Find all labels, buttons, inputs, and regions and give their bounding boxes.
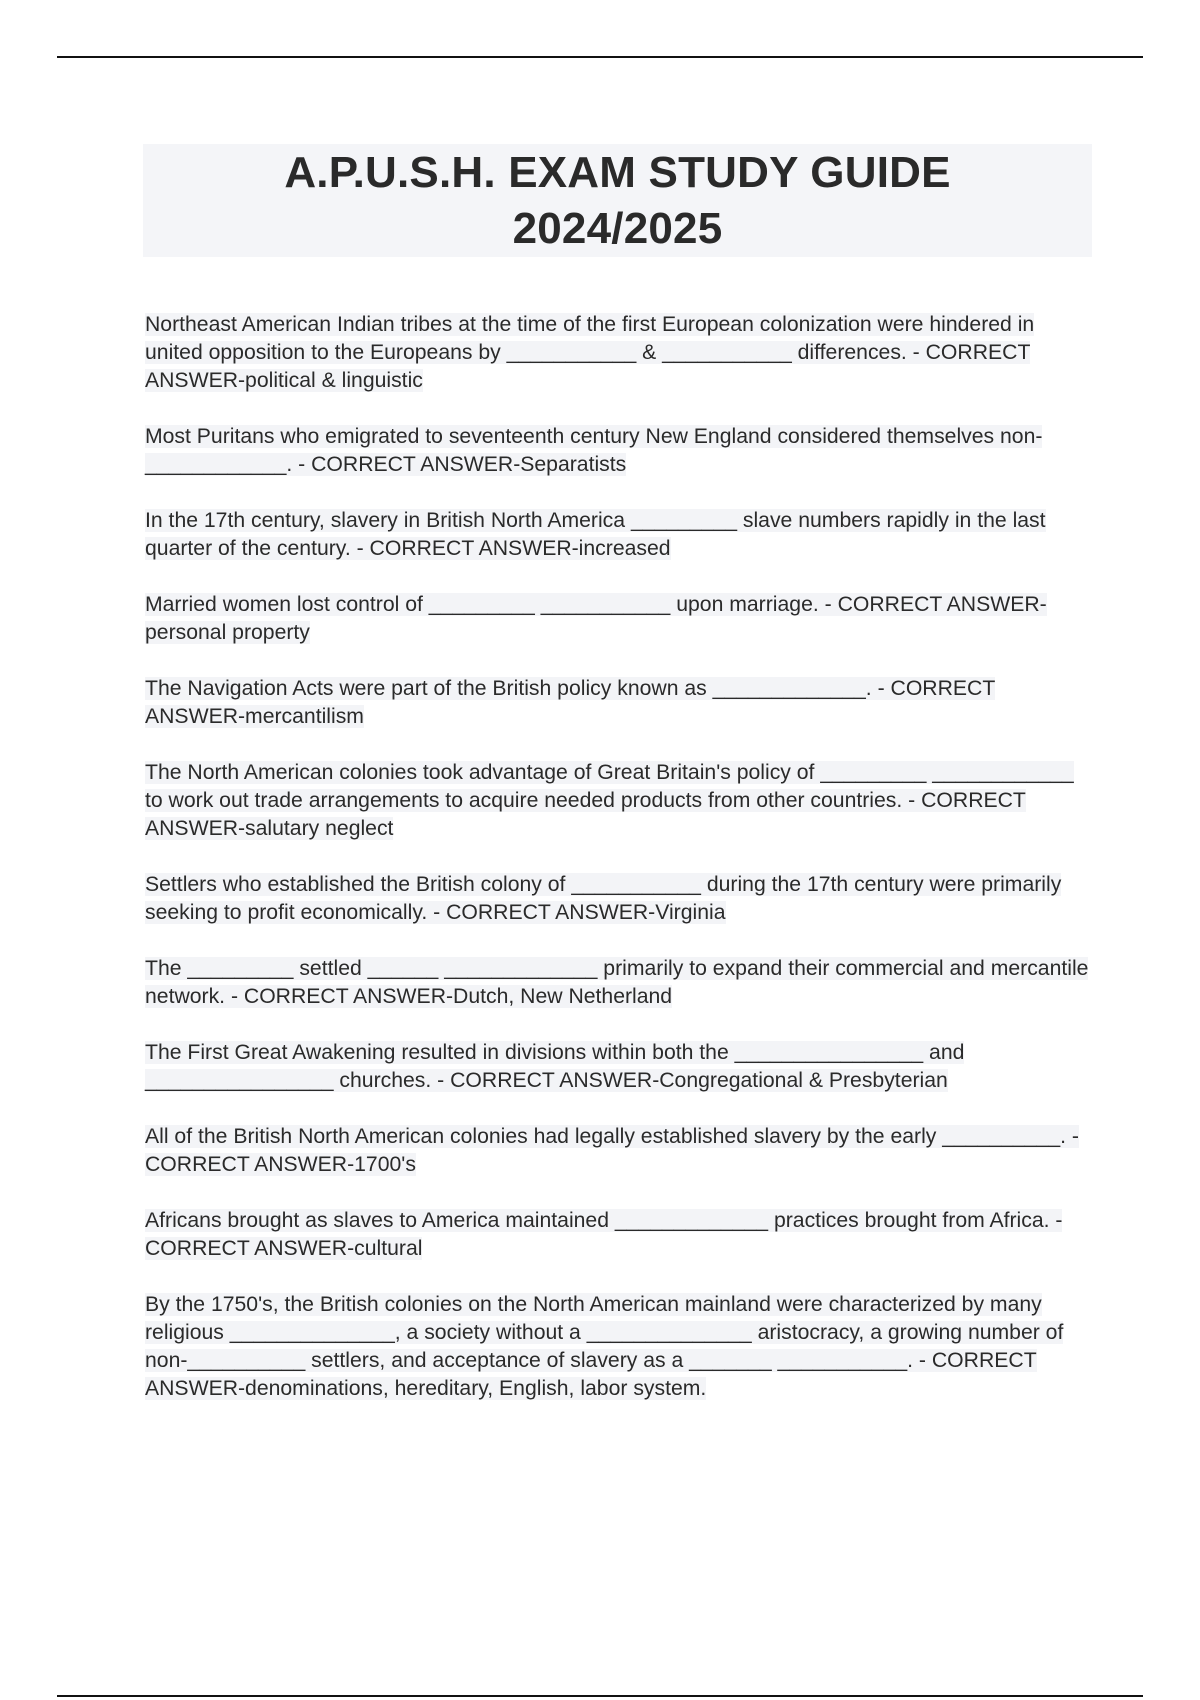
footer-rule — [57, 1695, 1143, 1697]
qa-item — [145, 591, 1095, 647]
qa-item — [145, 675, 1095, 731]
qa-text: The First Great Awakening resulted in divisions within both the ________________ and ________________ churches. - CORRECT ANSWER-Congregational & Presbyterian — [145, 1041, 965, 1092]
qa-text: The North American colonies took advantage of Great Britain's policy of _________ ____________ to work out trade arrangements to acquire needed products from other countries. - CORRECT ANSWER-salutary neglect — [145, 761, 1074, 840]
qa-item — [145, 759, 1095, 843]
qa-list — [145, 311, 1095, 1431]
qa-text: Settlers who established the British colony of ___________ during the 17th century were primarily seeking to profit economically. - CORRECT ANSWER-Virginia — [145, 873, 1062, 924]
qa-item — [145, 955, 1095, 1011]
title-block — [143, 144, 1092, 257]
qa-item — [145, 507, 1095, 563]
qa-item — [145, 1291, 1095, 1403]
qa-text: The _________ settled ______ _____________ primarily to expand their commercial and mercantile network. - CORRECT ANSWER-Dutch, New Netherland — [145, 957, 1089, 1008]
qa-item — [145, 1123, 1095, 1179]
qa-item — [145, 311, 1095, 395]
qa-text: In the 17th century, slavery in British North America _________ slave numbers rapidly in the last quarter of the century. - CORRECT ANSWER-increased — [145, 509, 1046, 560]
qa-item — [145, 1207, 1095, 1263]
header-rule — [57, 56, 1143, 58]
qa-item — [145, 871, 1095, 927]
qa-text: Africans brought as slaves to America maintained _____________ practices brought from Africa. - CORRECT ANSWER-cultural — [145, 1209, 1063, 1260]
qa-text: Northeast American Indian tribes at the time of the first European colonization were hindered in united opposition to the Europeans by ___________ & ___________ differences. - CORRECT ANSWER-political & linguistic — [145, 313, 1035, 392]
qa-text: By the 1750's, the British colonies on the North American mainland were characterized by many religious ______________, a society without a ______________ aristocracy, a growing number of non-__________ settlers, and acceptance of slavery as a _______ ___________. - CORRECT ANSWER-denominations, hereditary, English, labor system. — [145, 1293, 1064, 1400]
qa-item — [145, 1039, 1095, 1095]
qa-item — [145, 423, 1095, 479]
qa-text: Most Puritans who emigrated to seventeenth century New England considered themselves non-____________. - CORRECT ANSWER-Separatists — [145, 425, 1043, 476]
document-title: A.P.U.S.H. EXAM STUDY GUIDE — [284, 148, 951, 197]
qa-text: The Navigation Acts were part of the British policy known as _____________. - CORRECT ANSWER-mercantilism — [145, 677, 996, 728]
document-year: 2024/2025 — [512, 204, 723, 253]
qa-text: Married women lost control of _________ ___________ upon marriage. - CORRECT ANSWER-personal property — [145, 593, 1047, 644]
qa-text: All of the British North American colonies had legally established slavery by the early __________. - CORRECT ANSWER-1700's — [145, 1125, 1079, 1176]
